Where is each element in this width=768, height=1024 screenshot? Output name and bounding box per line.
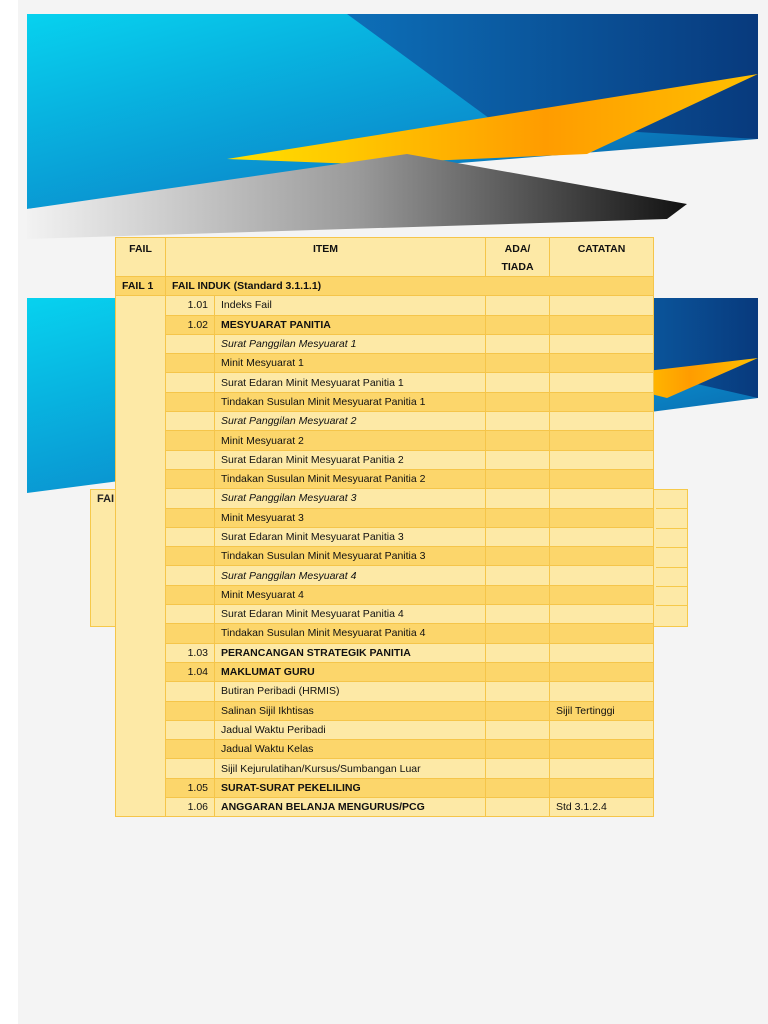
item-number (166, 759, 215, 778)
item-name: Surat Panggilan Mesyuarat 4 (215, 566, 486, 585)
table-row (116, 701, 654, 720)
item-name: Surat Panggilan Mesyuarat 2 (215, 412, 486, 431)
item-number (166, 469, 215, 488)
ada-tiada-cell (486, 527, 550, 546)
table-row (116, 585, 654, 604)
table-row (116, 450, 654, 469)
item-name: Jadual Waktu Peribadi (215, 720, 486, 739)
header-item: ITEM (166, 238, 486, 277)
table-row (116, 624, 654, 643)
item-name: Salinan Sijil Ikhtisas (215, 701, 486, 720)
item-number (166, 412, 215, 431)
item-name: Tindakan Susulan Minit Mesyuarat Panitia 3 (215, 547, 486, 566)
table-row (116, 605, 654, 624)
catatan-cell (550, 778, 654, 797)
item-name: Tindakan Susulan Minit Mesyuarat Panitia 2 (215, 469, 486, 488)
item-number: 1.04 (166, 662, 215, 681)
table-row (116, 682, 654, 701)
catatan-cell (550, 566, 654, 585)
ada-tiada-cell (486, 759, 550, 778)
table-row (116, 547, 654, 566)
item-number: 1.05 (166, 778, 215, 797)
item-name: MESYUARAT PANITIA (215, 315, 486, 334)
item-name: Indeks Fail (215, 296, 486, 315)
ada-tiada-cell (486, 373, 550, 392)
item-number (166, 508, 215, 527)
background-fail-label: FAI (97, 493, 115, 505)
catatan-cell (550, 547, 654, 566)
ada-tiada-cell (486, 662, 550, 681)
item-number (166, 682, 215, 701)
catatan-cell (550, 643, 654, 662)
item-number: 1.03 (166, 643, 215, 662)
catatan-cell (550, 662, 654, 681)
ada-tiada-cell (486, 354, 550, 373)
file-checklist-table (115, 237, 654, 817)
ada-tiada-cell (486, 740, 550, 759)
ada-tiada-cell (486, 315, 550, 334)
header-banner-graphic (27, 14, 758, 260)
table-row (116, 373, 654, 392)
item-number (166, 334, 215, 353)
ada-tiada-cell (486, 392, 550, 411)
item-number (166, 547, 215, 566)
item-number (166, 701, 215, 720)
item-number (166, 720, 215, 739)
table-row (116, 296, 654, 315)
catatan-cell (550, 508, 654, 527)
ada-tiada-cell (486, 412, 550, 431)
ada-tiada-cell (486, 450, 550, 469)
item-name: Minit Mesyuarat 4 (215, 585, 486, 604)
ada-tiada-cell (486, 701, 550, 720)
catatan-cell: Std 3.1.2.4 (550, 798, 654, 817)
ada-tiada-cell (486, 296, 550, 315)
catatan-cell (550, 354, 654, 373)
catatan-cell (550, 315, 654, 334)
ada-tiada-cell (486, 624, 550, 643)
item-number (166, 489, 215, 508)
ada-tiada-cell (486, 778, 550, 797)
fail-column-cell (116, 296, 166, 817)
item-number: 1.02 (166, 315, 215, 334)
item-number (166, 624, 215, 643)
item-name: PERANCANGAN STRATEGIK PANITIA (215, 643, 486, 662)
table-row (116, 798, 654, 817)
item-name: Tindakan Susulan Minit Mesyuarat Panitia 1 (215, 392, 486, 411)
ada-tiada-cell (486, 643, 550, 662)
ada-tiada-cell (486, 682, 550, 701)
item-number (166, 392, 215, 411)
ada-tiada-cell (486, 431, 550, 450)
table-row (116, 759, 654, 778)
table-row (116, 469, 654, 488)
item-name: Minit Mesyuarat 1 (215, 354, 486, 373)
catatan-cell (550, 759, 654, 778)
ada-tiada-cell (486, 720, 550, 739)
table-row (116, 662, 654, 681)
ada-tiada-cell (486, 334, 550, 353)
catatan-cell (550, 527, 654, 546)
catatan-cell (550, 412, 654, 431)
catatan-cell (550, 450, 654, 469)
item-number (166, 450, 215, 469)
table-row (116, 354, 654, 373)
section-row (116, 277, 654, 296)
item-name: ANGGARAN BELANJA MENGURUS/PCG (215, 798, 486, 817)
ada-tiada-cell (486, 547, 550, 566)
table-header-row (116, 238, 654, 277)
item-number (166, 354, 215, 373)
section-fail-label: FAIL 1 (116, 277, 166, 296)
ada-tiada-cell (486, 489, 550, 508)
item-name: MAKLUMAT GURU (215, 662, 486, 681)
item-number (166, 605, 215, 624)
table-row (116, 720, 654, 739)
catatan-cell: Sijil Tertinggi (550, 701, 654, 720)
item-name: Surat Edaran Minit Mesyuarat Panitia 3 (215, 527, 486, 546)
item-number (166, 740, 215, 759)
header-ada-tiada: ADA/ TIADA (486, 238, 550, 277)
catatan-cell (550, 469, 654, 488)
ada-tiada-cell (486, 566, 550, 585)
item-name: SURAT-SURAT PEKELILING (215, 778, 486, 797)
catatan-cell (550, 720, 654, 739)
table-row (116, 740, 654, 759)
item-name: Minit Mesyuarat 3 (215, 508, 486, 527)
item-number: 1.06 (166, 798, 215, 817)
catatan-cell (550, 605, 654, 624)
item-number: 1.01 (166, 296, 215, 315)
table-row (116, 315, 654, 334)
table-row (116, 643, 654, 662)
catatan-cell (550, 682, 654, 701)
item-name: Surat Edaran Minit Mesyuarat Panitia 2 (215, 450, 486, 469)
catatan-cell (550, 489, 654, 508)
catatan-cell (550, 740, 654, 759)
item-number (166, 527, 215, 546)
item-number (166, 566, 215, 585)
item-name: Surat Edaran Minit Mesyuarat Panitia 4 (215, 605, 486, 624)
catatan-cell (550, 334, 654, 353)
ada-tiada-cell (486, 469, 550, 488)
item-name: Surat Panggilan Mesyuarat 3 (215, 489, 486, 508)
ada-tiada-cell (486, 585, 550, 604)
table-row (116, 508, 654, 527)
table-row (116, 489, 654, 508)
catatan-cell (550, 373, 654, 392)
table-row (116, 778, 654, 797)
item-name: Minit Mesyuarat 2 (215, 431, 486, 450)
item-name: Surat Panggilan Mesyuarat 1 (215, 334, 486, 353)
ada-tiada-cell (486, 605, 550, 624)
item-number (166, 431, 215, 450)
ada-tiada-cell (486, 798, 550, 817)
item-number (166, 373, 215, 392)
catatan-cell (550, 431, 654, 450)
table-row (116, 527, 654, 546)
item-number (166, 585, 215, 604)
catatan-cell (550, 392, 654, 411)
table-row (116, 412, 654, 431)
table-row (116, 392, 654, 411)
header-catatan: CATATAN (550, 238, 654, 277)
header-fail: FAIL (116, 238, 166, 277)
section-title: FAIL INDUK (Standard 3.1.1.1) (166, 277, 654, 296)
item-name: Butiran Peribadi (HRMIS) (215, 682, 486, 701)
item-name: Tindakan Susulan Minit Mesyuarat Panitia 4 (215, 624, 486, 643)
item-name: Sijil Kejurulatihan/Kursus/Sumbangan Luar (215, 759, 486, 778)
table-row (116, 566, 654, 585)
catatan-cell (550, 624, 654, 643)
table-row (116, 431, 654, 450)
table-row (116, 334, 654, 353)
item-name: Jadual Waktu Kelas (215, 740, 486, 759)
ada-tiada-cell (486, 508, 550, 527)
catatan-cell (550, 296, 654, 315)
catatan-cell (550, 585, 654, 604)
item-name: Surat Edaran Minit Mesyuarat Panitia 1 (215, 373, 486, 392)
